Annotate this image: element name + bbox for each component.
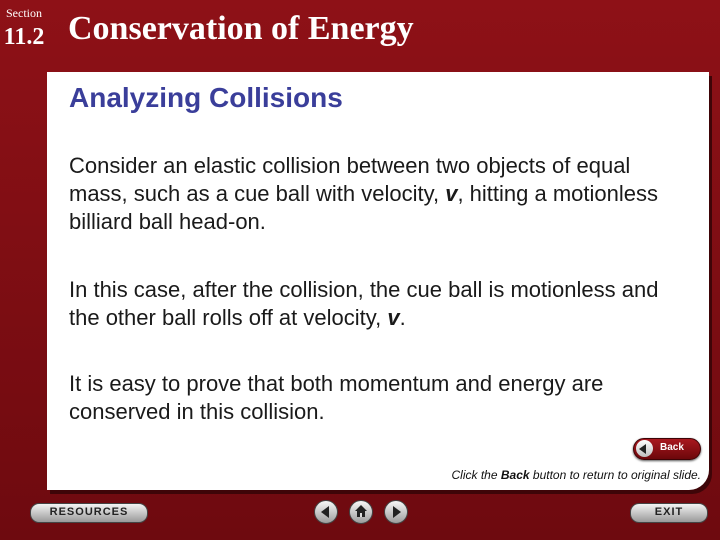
- paragraph-2: [69, 276, 669, 332]
- paragraph-2-text-b: .: [399, 305, 406, 330]
- right-arrow-icon: [393, 506, 401, 518]
- section-number: 11.2: [3, 24, 45, 50]
- resources-label: RESOURCES: [49, 506, 129, 518]
- hint-text-b: button to return to original slide.: [529, 468, 701, 482]
- left-arrow-icon: [321, 506, 329, 518]
- back-button-label: Back: [660, 442, 684, 453]
- content-panel: [47, 72, 709, 490]
- paragraph-1: [69, 152, 669, 236]
- next-button[interactable]: [384, 500, 408, 524]
- paragraph-1-text-a: Consider an elastic collision between two objects of equal mass, such as a cue ball with velocity,: [69, 153, 631, 206]
- page-title: Conservation of Energy: [68, 10, 414, 47]
- paragraph-3: It is easy to prove that both momentum and energy are conserved in this collision.: [69, 371, 604, 424]
- resources-button[interactable]: [30, 503, 148, 523]
- exit-button[interactable]: [630, 503, 708, 523]
- paragraph-1-text-b: , hitting a motionless billiard ball head-on.: [69, 181, 658, 234]
- home-button[interactable]: [349, 500, 373, 524]
- exit-label: EXIT: [654, 506, 684, 518]
- velocity-variable: v: [387, 305, 400, 330]
- section-word: Section: [6, 6, 42, 20]
- section-badge: [0, 0, 48, 58]
- content-title: Analyzing Collisions: [69, 82, 343, 113]
- hint-text-a: Click the: [451, 468, 501, 482]
- home-icon: [354, 504, 368, 518]
- paragraph-2-text-a: In this case, after the collision, the cue ball is motionless and the other ball rolls off at velocity,: [69, 277, 659, 330]
- velocity-variable: v: [445, 181, 458, 206]
- back-arrow-icon: [636, 440, 653, 457]
- hint-text-bold: Back: [500, 468, 530, 482]
- previous-button[interactable]: [314, 500, 338, 524]
- back-button[interactable]: [633, 438, 701, 460]
- back-hint: [452, 468, 701, 482]
